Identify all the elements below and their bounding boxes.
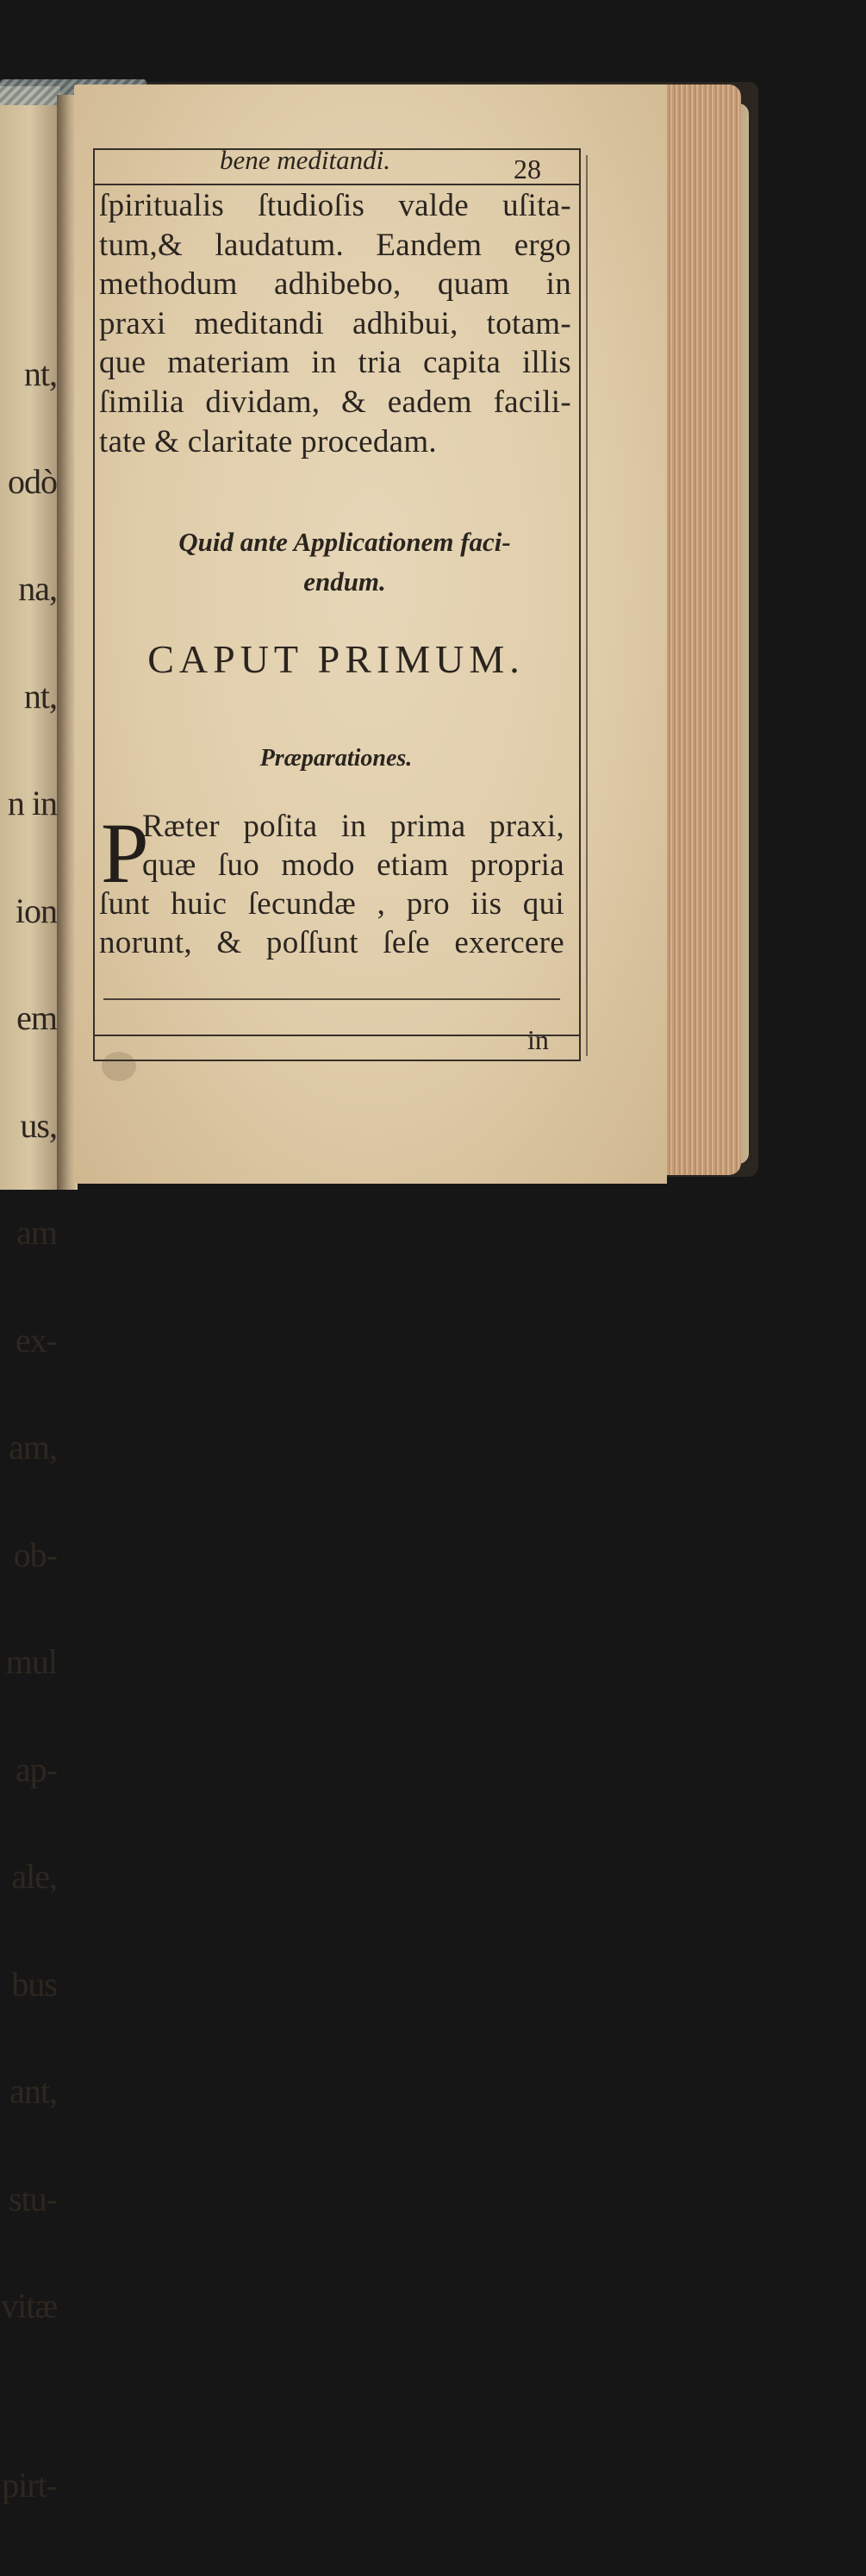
text-line: ſunt huic ſecundæ , pro iis qui [99,886,564,922]
drop-cap: P [101,805,149,901]
opening-paragraph [99,807,564,962]
text-line: tate & claritate procedam. [99,423,437,460]
left-fragment: ob- [13,1535,57,1574]
text-line: methodum adhibebo, quam in [99,266,571,303]
text-line: quæ ſuo modo etiam propria [142,847,564,883]
left-fragment: em [16,998,57,1037]
left-fragment: nt, [23,676,57,716]
left-fragment: ant, [9,2072,57,2110]
running-head: bene meditandi. [220,145,391,175]
left-fragment: am [16,1213,57,1252]
left-fragment: us, [20,1105,57,1145]
page-number: 28 [514,153,541,184]
text-line: tum,& laudatum. Eandem ergo [99,227,571,263]
foot-rule-lower [93,1035,579,1036]
left-fragment: am, [9,1428,57,1466]
left-fragment: bus [11,1964,57,2004]
text-line: que materiam in tria capita illis [99,345,571,381]
chapter-title: CAPUT PRIMUM. [147,637,525,681]
left-fragment: na, [18,569,57,608]
catchword: in [527,1024,549,1055]
left-fragment: ion [15,891,57,930]
left-fragment: ap- [15,1749,57,1789]
text-line: norunt, & poſſunt ſeſe exercere [99,925,564,960]
left-fragment: ex- [15,1320,57,1360]
left-fragment: vitæ [1,2286,57,2325]
subtitle-line: endum. [303,566,386,597]
left-fragment: nt, [23,354,57,393]
body-text [99,186,571,461]
left-fragment: mul [5,1642,57,1681]
page-fore-edge [664,84,741,1175]
chapter-subtitle: Præparationes. [259,745,413,772]
left-fragment: pirt- [2,2465,57,2504]
left-fragment: stu- [9,2179,57,2218]
section-subtitle [129,522,560,602]
left-page-text-fragments [0,284,57,2574]
text-line: praxi meditandi adhibui, totam- [99,305,571,341]
text-line: Ræter poſita in prima praxi, [142,809,564,844]
left-page-edge [0,86,60,2504]
foot-rule [103,998,560,1000]
left-fragment: odò [8,461,57,501]
frame-outer-rule [586,155,588,1056]
head-rule [93,184,579,185]
left-fragment: ale, [11,1857,57,1896]
text-line: ſimilia dividam, & eadem facili- [99,384,571,420]
text-line: ſpiritualis ſtudioſis valde uſita- [99,188,571,223]
left-fragment: n in [7,784,57,822]
subtitle-line: Quid ante Applicationem faci- [178,527,511,557]
